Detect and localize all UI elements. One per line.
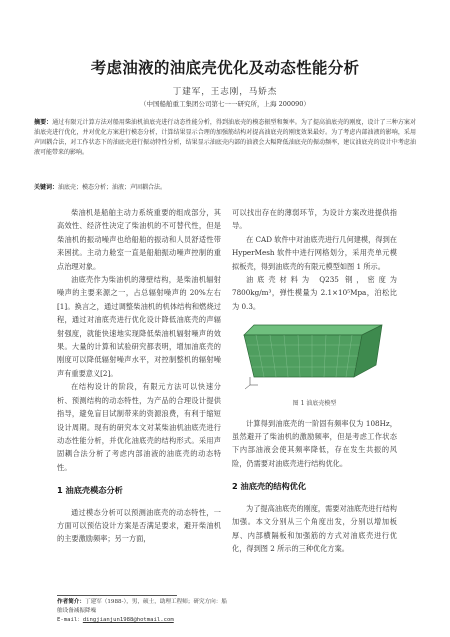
- figure-1-caption: 图 1 油底壳模型: [292, 400, 337, 408]
- authors: 丁建军，王志刚，马娇杰: [172, 87, 278, 97]
- footnote-label: 作者简介：: [57, 599, 85, 605]
- intro-paragraph-2: 油底壳作为柴油机的薄壁结构，是柴油机辐射噪声的主要来源之一，占总辐射噪声的 20%左右[1]。换言之，通过调整柴油机的机体结构和燃烧过程，通过对油底壳进行优化设计降低油底壳的声辐射强度，就能快速地实现降低柴油机辐射噪声的效果。大量的计算和试验研究都表明，增加油底壳的刚度可以降低辐射噪声水平，对控制整机的辐射噪声有重要意义[2]。: [57, 275, 221, 378]
- frequency-paragraph: 计算得到油底壳的一阶固有频率仅为 108Hz，虽然避开了柴油机的激励频率，但是考虑工作状态下内部油液会使其频率降低，存在发生共振的风险，仍需要对油底壳进行结构优化。: [232, 418, 397, 468]
- affiliation: （中国船舶重工集团公司第七一一研究所，上海 200090）: [140, 100, 310, 108]
- section-1-heading: 1 油底壳模态分析: [57, 485, 123, 496]
- section-1-paragraph-1: 通过模态分析可以预测油底壳的动态特性，一方面可以预估设计方案是否满足要求，避开柴油机的主要激励频率；另一方面，: [57, 507, 221, 544]
- abstract-text: 通过有限元计算方法对船用柴油机油底壳进行动态性能分析，得到油底壳的模态振型和频率。为了提高油底壳的刚度，设计了三种方案对油底壳进行优化，并对优化方案进行模态分析，计算结果显示合理的加强筋结构对提高油底壳的刚度效果最好。为了考虑内部油液的影响，采用声固耦合法，对工作状态下的油底壳进行振动特性分析，结果显示油底壳内部的油液会大幅降低油底壳的振动频率，建议油底壳的设计中考虑油液可能带来的影响。: [34, 119, 416, 156]
- cad-paragraph: 在 CAD 软件中对油底壳进行几何建模，得到在 HyperMesh 软件中进行网格划分，采用壳单元模拟板壳，得到油底壳的有限元模型如图 1 所示。: [232, 234, 397, 271]
- abstract-label: 摘要：: [34, 119, 53, 126]
- footnote-text: 丁建军（1988-），男，硕士，助理工程师；研究方向：船舶设备减振降噪: [57, 599, 227, 615]
- material-paragraph: 油底壳材料为 Q235 钢，密度为 7800kg/m³，弹性模量为 2.1×10⁵Mpa，泊松比为 0.3。: [232, 275, 397, 311]
- abstract: [34, 118, 416, 158]
- intro-paragraph-1: 柴油机是船舶主动力系统重要的组成部分，其高效性、经济性决定了柴油机的不可替代性，但是柴油机的振动噪声也给船舶的振动和人员舒适性带来困扰。主动力舱室一直是船舶振动噪声控制的重点治理对象。: [57, 208, 221, 271]
- oil-pan-model-image: [242, 319, 387, 393]
- figure-1-oil-pan-model: [242, 319, 387, 393]
- right-column: [232, 206, 397, 555]
- email-label: E-mail：: [57, 617, 83, 624]
- continued-paragraph: 可以找出存在的薄弱环节，为设计方案改进提供指导。: [232, 208, 397, 231]
- email-link[interactable]: dingjianjun1988@hotmail.com: [82, 617, 174, 624]
- section-2-heading: 2 油底壳的结构优化: [232, 481, 307, 492]
- optimization-paragraph: 为了提高油底壳的刚度，需要对油底壳进行结构加强。本文分别从三个角度出发，分别以增加板厚、内部横隔板和加强筋的方式对油底壳进行优化，得到图 2 所示的三种优化方案。: [232, 503, 397, 553]
- author-footnote: [57, 598, 227, 626]
- email-line: [57, 617, 174, 623]
- keywords-text: 油底壳；模态分析；油液；声固耦合法。: [58, 184, 167, 191]
- paper-title: 考虑油液的油底壳优化及动态性能分析: [90, 59, 360, 77]
- intro-paragraph-3: 在结构设计的阶段，有限元方法可以快速分析、预测结构的动态特性，为产品的合理设计提供指导，避免盲目试制带来的资源浪费，有利于缩短设计周期。现有的研究本文对某柴油机油底壳进行动态性能分析，并优化油底壳的结构形式。采用声固耦合法分析了考虑内部油液的油底壳的动态特性。: [57, 382, 221, 472]
- left-column: [57, 206, 221, 546]
- keywords-label: 关键词：: [34, 184, 59, 191]
- footnote-divider: [57, 595, 177, 596]
- keywords: [34, 183, 416, 193]
